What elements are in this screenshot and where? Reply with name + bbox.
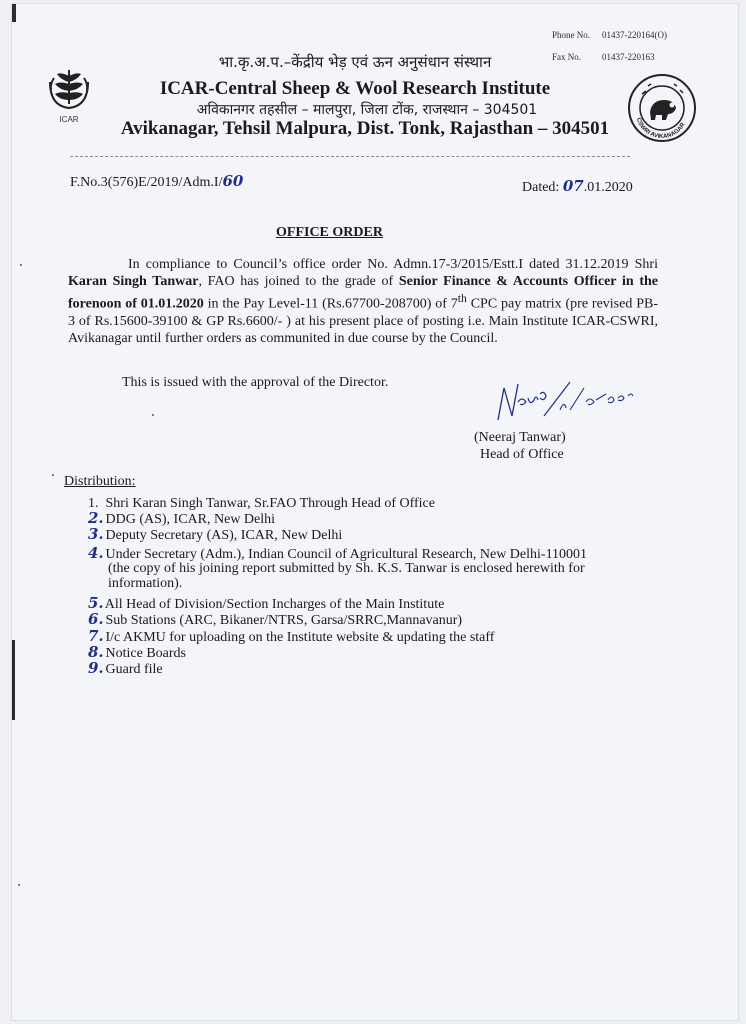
employee-name: Karan Singh Tanwar — [68, 274, 199, 289]
distribution-item-text: DDG (AS), ICAR, New Delhi — [105, 512, 276, 527]
distribution-item — [88, 527, 342, 543]
distribution-item — [88, 661, 163, 677]
page-edge-mark — [12, 640, 15, 720]
distribution-heading: Distribution: — [64, 474, 136, 489]
distribution-item — [88, 596, 444, 612]
distribution-item-text: (the copy of his joining report submitted by Sh. K.S. Tanwar is enclosed herewith for — [108, 561, 585, 576]
scan-speck — [152, 414, 154, 416]
distribution-item-number: 7. — [88, 627, 104, 645]
cswri-seal-logo — [626, 72, 698, 144]
header-divider — [70, 156, 630, 157]
signatory-name: (Neeraj Tanwar) — [474, 430, 566, 445]
distribution-item-text: Under Secretary (Adm.), Indian Council of Agricultural Research, New Delhi-110001 — [105, 547, 588, 562]
order-text-3: in the Pay Level-11 (Rs.67700-208700) of 7 — [203, 296, 458, 312]
order-text-2: , FAO has joined to the grade of — [198, 274, 399, 289]
icar-logo-text: ICAR — [59, 115, 79, 124]
phone-number: 01437-220164(O) — [602, 30, 667, 40]
approval-line: This is issued with the approval of the Director. — [122, 375, 389, 390]
institute-name-hindi: भा.कृ.अ.प.–केंद्रीय भेड़ एवं ऊन अनुसंधान संस्थान — [218, 53, 492, 71]
handwritten-signature — [490, 380, 640, 430]
distribution-item-continuation — [108, 576, 182, 591]
distribution-item-number: 1. — [88, 496, 99, 511]
distribution-item-text: Guard file — [105, 662, 163, 677]
distribution-item-continuation — [108, 561, 585, 576]
distribution-item-text: Sub Stations (ARC, Bikaner/NTRS, Garsa/SRRC,Mannavanur) — [105, 613, 463, 628]
ordinal-suffix: th — [457, 292, 467, 305]
distribution-item-text: Shri Karan Singh Tanwar, Sr.FAO Through Head of Office — [105, 496, 435, 511]
distribution-item — [88, 629, 494, 645]
distribution-item — [88, 612, 462, 628]
distribution-item-text: I/c AKMU for uploading on the Institute website & updating the staff — [105, 630, 495, 645]
page-edge-mark — [12, 4, 16, 22]
dated-month-year: .01.2020 — [583, 180, 633, 195]
order-text-4: CPC pay matrix (pre revised PB-3 of Rs.15600-39100 & GP Rs.6600/- ) at his present place of posting i.e. Main Institute ICAR-CSWRI, Avikanagar until further orders as communited in due course by the Council. — [68, 296, 658, 346]
distribution-item-number: 4. — [88, 544, 104, 562]
institute-address-english: Avikanagar, Tehsil Malpura, Dist. Tonk, Rajasthan – 304501 — [120, 118, 610, 139]
phone-label: Phone No. — [552, 30, 590, 40]
distribution-item — [88, 546, 587, 562]
dated-day-handwritten: 07 — [562, 177, 584, 195]
order-text-1: In compliance to Council’s office order No. Admn.17-3/2015/Estt.I dated 31.12.2019 Shri — [128, 257, 658, 272]
dated-label: Dated: — [522, 180, 560, 195]
fax-label: Fax No. — [552, 52, 581, 62]
grade-details: Senior Finance & Accounts Officer in the forenoon of 01.01.2020 — [68, 274, 658, 312]
signature-text: Neeraj 7/01/2020 — [490, 380, 497, 381]
institute-address-hindi: अविकानगर तहसील – मालपुरा, जिला टोंक, राजस्थान – 304501 — [196, 102, 538, 118]
distribution-item-text: Notice Boards — [105, 646, 186, 661]
distribution-item-number: 5. — [88, 594, 104, 612]
scan-speck — [52, 474, 54, 476]
fax-number: 01437-220163 — [602, 52, 655, 62]
distribution-item-text: information). — [108, 576, 183, 591]
order-body-paragraph — [68, 256, 658, 347]
distribution-item-text: All Head of Division/Section Incharges of the Main Institute — [104, 597, 445, 612]
document-page — [12, 4, 738, 1020]
distribution-item-text: Deputy Secretary (AS), ICAR, New Delhi — [105, 528, 343, 543]
phone-line — [552, 30, 667, 40]
distribution-item — [88, 511, 275, 527]
institute-name-english: ICAR-Central Sheep & Wool Research Institute — [159, 78, 551, 99]
distribution-item-number: 8. — [88, 643, 104, 661]
distribution-item-number: 2. — [88, 509, 104, 527]
distribution-item-number: 3. — [88, 525, 104, 543]
cswri-seal-text: CSWRI AVIKANAGAR — [634, 117, 687, 141]
scan-speck — [18, 884, 20, 886]
file-number-printed: F.No.3(576)E/2019/Adm.I/ — [70, 175, 223, 190]
distribution-item — [88, 496, 435, 511]
signatory-designation: Head of Office — [480, 447, 564, 462]
scan-speck — [20, 264, 22, 266]
document-title: OFFICE ORDER — [276, 225, 383, 240]
distribution-item-number: 9. — [88, 659, 104, 677]
distribution-item-number: 6. — [88, 610, 104, 628]
file-number-handwritten: 60 — [222, 172, 244, 190]
order-date — [522, 177, 633, 196]
file-number — [70, 172, 243, 191]
